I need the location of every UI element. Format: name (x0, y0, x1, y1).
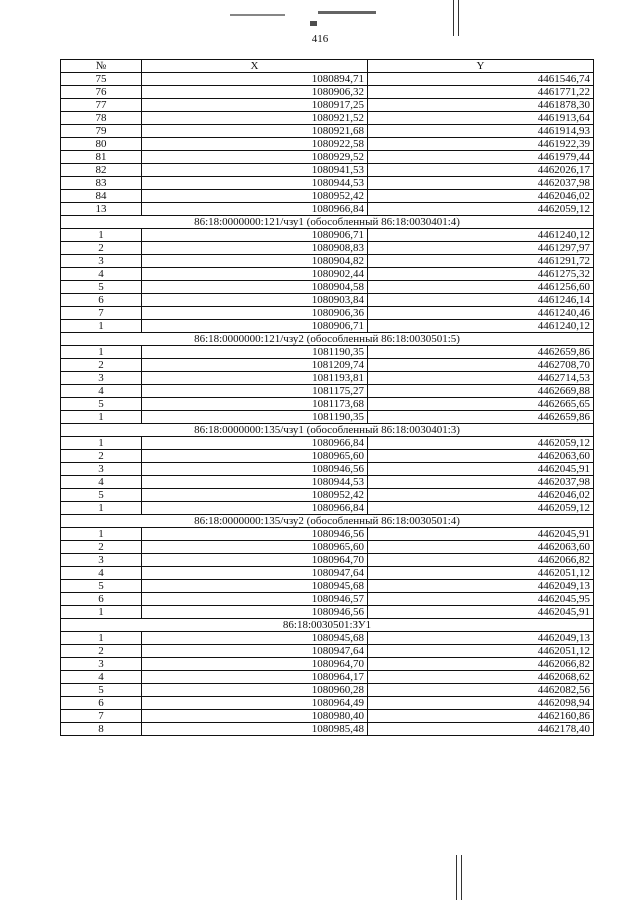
table-row (61, 528, 594, 541)
cell-x: 1081175,27 (142, 385, 368, 398)
table-row (61, 242, 594, 255)
cell-no: 5 (61, 398, 142, 411)
cell-x: 1081190,35 (142, 346, 368, 359)
table-row (61, 697, 594, 710)
scan-artifact (318, 11, 376, 14)
cell-x: 1080985,48 (142, 723, 368, 736)
section-title: 86:18:0000000:121/чзу2 (обособленный 86:18:0030501:5) (61, 333, 594, 346)
cell-no: 1 (61, 632, 142, 645)
cell-y: 4462082,56 (368, 684, 594, 697)
table-row (61, 190, 594, 203)
cell-y: 4462059,12 (368, 203, 594, 216)
cell-y: 4461878,30 (368, 99, 594, 112)
cell-x: 1080945,68 (142, 580, 368, 593)
cell-y: 4461922,39 (368, 138, 594, 151)
cell-x: 1080952,42 (142, 190, 368, 203)
cell-x: 1080908,83 (142, 242, 368, 255)
cell-x: 1080960,28 (142, 684, 368, 697)
cell-x: 1080946,56 (142, 463, 368, 476)
cell-x: 1080952,42 (142, 489, 368, 502)
section-row (61, 333, 594, 346)
cell-x: 1080921,52 (142, 112, 368, 125)
cell-no: 3 (61, 372, 142, 385)
section-row (61, 619, 594, 632)
cell-y: 4461297,97 (368, 242, 594, 255)
table-row (61, 138, 594, 151)
cell-no: 3 (61, 658, 142, 671)
cell-no: 7 (61, 307, 142, 320)
cell-y: 4462051,12 (368, 645, 594, 658)
cell-y: 4462708,70 (368, 359, 594, 372)
table-row (61, 567, 594, 580)
cell-y: 4461913,64 (368, 112, 594, 125)
cell-no: 83 (61, 177, 142, 190)
table-row (61, 684, 594, 697)
cell-y: 4462046,02 (368, 190, 594, 203)
table-row (61, 398, 594, 411)
table-body (61, 73, 594, 736)
table-row (61, 411, 594, 424)
cell-no: 80 (61, 138, 142, 151)
cell-no: 5 (61, 281, 142, 294)
cell-no: 79 (61, 125, 142, 138)
table-row (61, 489, 594, 502)
cell-no: 2 (61, 450, 142, 463)
cell-x: 1080980,40 (142, 710, 368, 723)
table-row (61, 255, 594, 268)
cell-x: 1080965,60 (142, 541, 368, 554)
cell-x: 1080947,64 (142, 645, 368, 658)
cell-y: 4462160,86 (368, 710, 594, 723)
cell-x: 1080944,53 (142, 476, 368, 489)
cell-y: 4462045,91 (368, 463, 594, 476)
page-number: 416 (311, 33, 329, 45)
cell-no: 2 (61, 359, 142, 372)
table-row (61, 502, 594, 515)
table-row (61, 385, 594, 398)
cell-x: 1080941,53 (142, 164, 368, 177)
cell-no: 2 (61, 242, 142, 255)
table-row (61, 73, 594, 86)
scan-artifact (458, 0, 459, 36)
cell-no: 3 (61, 554, 142, 567)
scan-artifact (456, 855, 457, 900)
cell-x: 1080945,68 (142, 632, 368, 645)
cell-x: 1080965,60 (142, 450, 368, 463)
column-header-x: X (142, 60, 368, 73)
scan-artifact (310, 21, 317, 26)
cell-no: 4 (61, 567, 142, 580)
section-row (61, 424, 594, 437)
cell-y: 4462037,98 (368, 476, 594, 489)
cell-y: 4461256,60 (368, 281, 594, 294)
cell-y: 4462059,12 (368, 437, 594, 450)
cell-x: 1080946,57 (142, 593, 368, 606)
table-row (61, 112, 594, 125)
coordinates-table (60, 59, 594, 736)
cell-y: 4462063,60 (368, 541, 594, 554)
cell-no: 82 (61, 164, 142, 177)
cell-no: 1 (61, 437, 142, 450)
cell-y: 4461246,14 (368, 294, 594, 307)
cell-no: 77 (61, 99, 142, 112)
cell-no: 5 (61, 580, 142, 593)
cell-y: 4462051,12 (368, 567, 594, 580)
cell-no: 81 (61, 151, 142, 164)
cell-y: 4462059,12 (368, 502, 594, 515)
cell-y: 4462037,98 (368, 177, 594, 190)
cell-y: 4462045,91 (368, 528, 594, 541)
cell-y: 4462049,13 (368, 632, 594, 645)
cell-y: 4461240,46 (368, 307, 594, 320)
cell-no: 6 (61, 697, 142, 710)
table-row (61, 372, 594, 385)
scan-artifact (230, 14, 285, 16)
cell-y: 4462714,53 (368, 372, 594, 385)
table-row (61, 281, 594, 294)
table-row (61, 541, 594, 554)
cell-y: 4462659,86 (368, 411, 594, 424)
cell-x: 1081173,68 (142, 398, 368, 411)
cell-y: 4461240,12 (368, 229, 594, 242)
cell-x: 1080946,56 (142, 528, 368, 541)
table-row (61, 645, 594, 658)
table-row (61, 320, 594, 333)
cell-x: 1080906,36 (142, 307, 368, 320)
cell-y: 4461291,72 (368, 255, 594, 268)
cell-x: 1080904,58 (142, 281, 368, 294)
section-row (61, 515, 594, 528)
cell-no: 4 (61, 385, 142, 398)
table-row (61, 580, 594, 593)
cell-no: 3 (61, 463, 142, 476)
cell-x: 1080944,53 (142, 177, 368, 190)
cell-x: 1080929,52 (142, 151, 368, 164)
table-header-row (61, 60, 594, 73)
table-row (61, 671, 594, 684)
cell-x: 1080894,71 (142, 73, 368, 86)
column-header-number: № (61, 60, 142, 73)
cell-x: 1081209,74 (142, 359, 368, 372)
cell-no: 2 (61, 645, 142, 658)
table-row (61, 177, 594, 190)
cell-y: 4462049,13 (368, 580, 594, 593)
table-row (61, 476, 594, 489)
cell-y: 4462045,95 (368, 593, 594, 606)
table-row (61, 268, 594, 281)
section-title: 86:18:0030501:ЗУ1 (61, 619, 594, 632)
cell-no: 5 (61, 684, 142, 697)
cell-no: 4 (61, 671, 142, 684)
table-row (61, 294, 594, 307)
cell-x: 1081193,81 (142, 372, 368, 385)
cell-no: 1 (61, 346, 142, 359)
cell-y: 4462665,65 (368, 398, 594, 411)
cell-y: 4462066,82 (368, 658, 594, 671)
cell-no: 5 (61, 489, 142, 502)
cell-no: 1 (61, 411, 142, 424)
cell-x: 1080902,44 (142, 268, 368, 281)
cell-y: 4462063,60 (368, 450, 594, 463)
cell-y: 4462669,88 (368, 385, 594, 398)
cell-no: 6 (61, 294, 142, 307)
table-row (61, 593, 594, 606)
table-row (61, 606, 594, 619)
cell-no: 3 (61, 255, 142, 268)
cell-no: 78 (61, 112, 142, 125)
cell-y: 4461771,22 (368, 86, 594, 99)
table-row (61, 99, 594, 112)
table-row (61, 346, 594, 359)
cell-no: 4 (61, 268, 142, 281)
cell-x: 1080966,84 (142, 502, 368, 515)
cell-y: 4461546,74 (368, 73, 594, 86)
cell-y: 4461240,12 (368, 320, 594, 333)
cell-no: 6 (61, 593, 142, 606)
cell-x: 1080906,71 (142, 229, 368, 242)
cell-x: 1081190,35 (142, 411, 368, 424)
cell-x: 1080906,71 (142, 320, 368, 333)
cell-y: 4462098,94 (368, 697, 594, 710)
scan-artifact (461, 855, 462, 900)
cell-x: 1080917,25 (142, 99, 368, 112)
cell-x: 1080921,68 (142, 125, 368, 138)
cell-y: 4462178,40 (368, 723, 594, 736)
table-row (61, 554, 594, 567)
cell-x: 1080903,84 (142, 294, 368, 307)
section-title: 86:18:0000000:121/чзу1 (обособленный 86:18:0030401:4) (61, 216, 594, 229)
cell-x: 1080904,82 (142, 255, 368, 268)
cell-y: 4462026,17 (368, 164, 594, 177)
table-row (61, 450, 594, 463)
section-title: 86:18:0000000:135/чзу1 (обособленный 86:18:0030401:3) (61, 424, 594, 437)
cell-y: 4461979,44 (368, 151, 594, 164)
cell-x: 1080966,84 (142, 203, 368, 216)
cell-y: 4462066,82 (368, 554, 594, 567)
cell-x: 1080964,17 (142, 671, 368, 684)
cell-no: 4 (61, 476, 142, 489)
table-row (61, 307, 594, 320)
cell-x: 1080964,70 (142, 554, 368, 567)
table-row (61, 437, 594, 450)
cell-no: 1 (61, 320, 142, 333)
cell-no: 1 (61, 502, 142, 515)
scan-artifact (453, 0, 454, 36)
section-row (61, 216, 594, 229)
column-header-y: Y (368, 60, 594, 73)
cell-no: 1 (61, 229, 142, 242)
table-row (61, 86, 594, 99)
cell-no: 8 (61, 723, 142, 736)
table-row (61, 359, 594, 372)
cell-no: 1 (61, 606, 142, 619)
cell-y: 4462046,02 (368, 489, 594, 502)
cell-y: 4462068,62 (368, 671, 594, 684)
table-row (61, 658, 594, 671)
cell-x: 1080906,32 (142, 86, 368, 99)
table-row (61, 723, 594, 736)
table-row (61, 125, 594, 138)
table-row (61, 463, 594, 476)
cell-x: 1080966,84 (142, 437, 368, 450)
cell-no: 7 (61, 710, 142, 723)
table-row (61, 229, 594, 242)
cell-no: 76 (61, 86, 142, 99)
cell-y: 4461914,93 (368, 125, 594, 138)
cell-x: 1080964,70 (142, 658, 368, 671)
section-title: 86:18:0000000:135/чзу2 (обособленный 86:18:0030501:4) (61, 515, 594, 528)
cell-x: 1080946,56 (142, 606, 368, 619)
cell-y: 4462659,86 (368, 346, 594, 359)
cell-no: 2 (61, 541, 142, 554)
table-row (61, 710, 594, 723)
cell-no: 84 (61, 190, 142, 203)
cell-x: 1080964,49 (142, 697, 368, 710)
cell-y: 4462045,91 (368, 606, 594, 619)
cell-no: 13 (61, 203, 142, 216)
cell-no: 75 (61, 73, 142, 86)
table-row (61, 632, 594, 645)
table-row (61, 164, 594, 177)
table-row (61, 151, 594, 164)
cell-x: 1080947,64 (142, 567, 368, 580)
cell-y: 4461275,32 (368, 268, 594, 281)
table-row (61, 203, 594, 216)
cell-no: 1 (61, 528, 142, 541)
cell-x: 1080922,58 (142, 138, 368, 151)
